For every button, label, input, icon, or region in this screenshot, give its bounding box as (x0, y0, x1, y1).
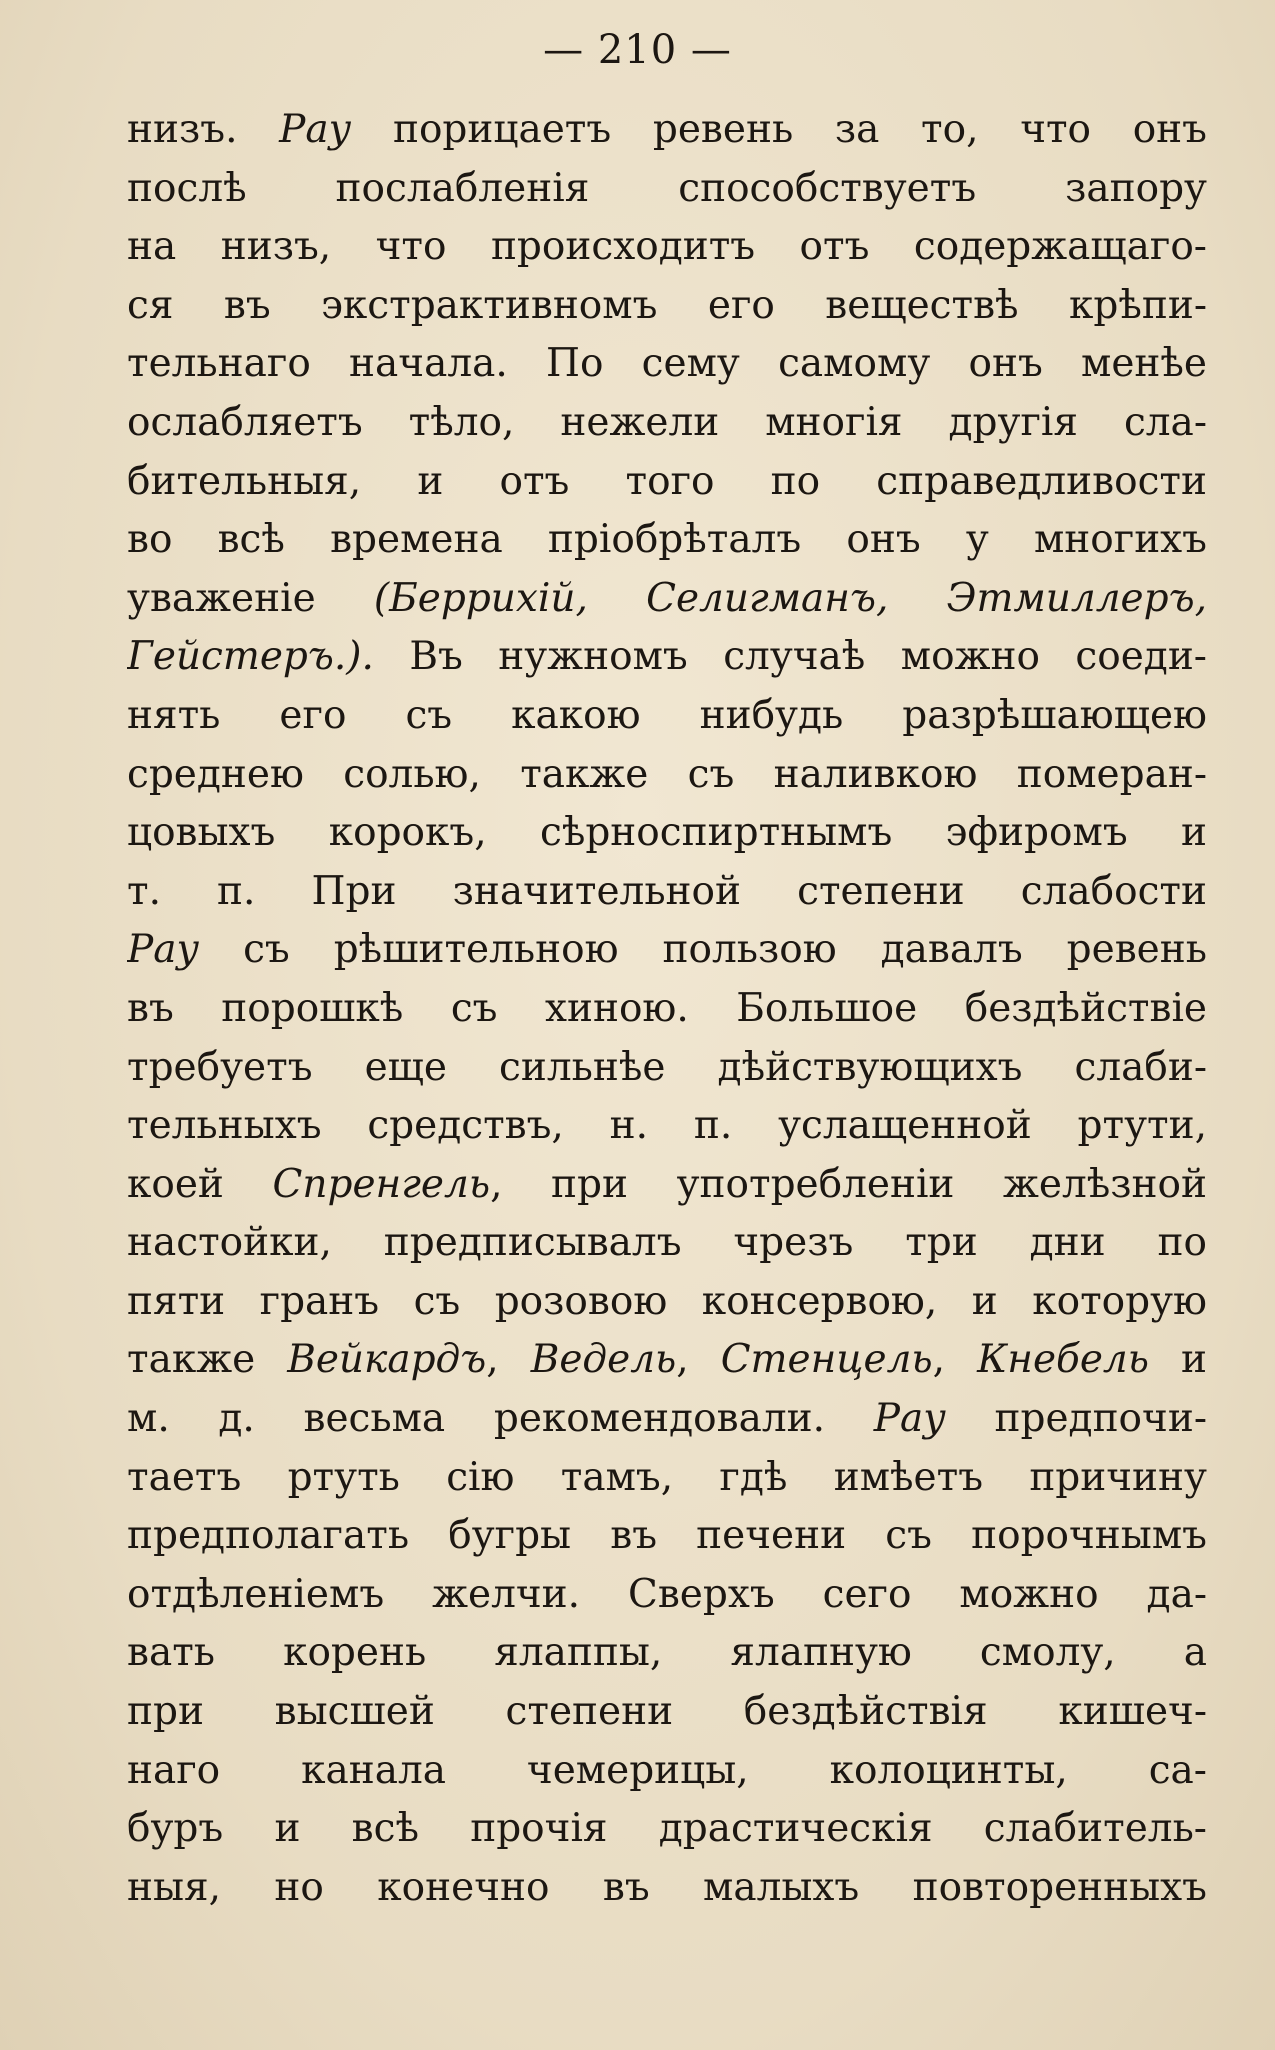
text-span: т. п. При значительной степени слабости (127, 868, 1207, 914)
page-number: — 210 — (543, 27, 732, 73)
text-line (127, 1449, 1207, 1508)
text-span: послѣ послабленія способствуетъ запору (127, 165, 1207, 211)
text-span: тельныхъ средствъ, н. п. услащенной ртути, (127, 1103, 1207, 1149)
text-span: предполагать бугры въ печени съ порочнымъ (127, 1513, 1207, 1559)
text-span: уваженіе (127, 575, 374, 621)
text-line (127, 1156, 1207, 1215)
text-span: среднею солью, также съ наливкою померан- (127, 751, 1207, 797)
italic-name-span: Рау (279, 107, 352, 152)
text-span: буръ и всѣ прочія драстическія слабитель- (127, 1806, 1207, 1852)
text-line (127, 1214, 1207, 1273)
italic-name-span: Рау (127, 927, 200, 973)
text-span: м. д. весьма рекомендовали. (127, 1396, 874, 1442)
text-line (127, 746, 1207, 805)
text-line (127, 394, 1207, 453)
text-span: при высшей степени бездѣйствія кишеч- (127, 1689, 1207, 1735)
text-line (127, 1097, 1207, 1156)
text-line (127, 570, 1207, 629)
text-line (127, 1683, 1207, 1742)
text-span: наго канала чемерицы, колоцинты, са- (127, 1747, 1207, 1793)
text-span: ся въ экстрактивномъ его веществѣ крѣпи- (127, 282, 1207, 328)
text-span: , (932, 1337, 978, 1383)
text-span: пяти гранъ съ розовою консервою, и которую (127, 1278, 1207, 1324)
text-line (127, 453, 1207, 512)
text-line (127, 1859, 1207, 1918)
text-span: коей (127, 1161, 273, 1207)
italic-name-span: (Беррихій, Селигманъ, Этмиллеръ, (373, 575, 1207, 621)
italic-name-span: Вейкардъ (287, 1337, 487, 1383)
text-line (127, 687, 1207, 746)
text-span: вать корень ялаппы, ялапную смолу, а (127, 1630, 1207, 1676)
text-span: Въ нужномъ случаѣ можно соеди- (373, 634, 1207, 680)
text-line (127, 1507, 1207, 1566)
text-span: и (1149, 1337, 1207, 1383)
text-line (127, 101, 1207, 160)
text-span: на низъ, что происходитъ отъ содержащаго- (127, 224, 1207, 270)
text-span: цовыхъ корокъ, сѣрноспиртнымъ эфиромъ и (127, 810, 1207, 856)
text-line (127, 1624, 1207, 1683)
text-line (127, 804, 1207, 863)
text-span: предпочи- (945, 1396, 1207, 1442)
text-span: таетъ ртуть сію тамъ, гдѣ имѣетъ причину (127, 1454, 1207, 1500)
text-span: тельнаго начала. По сему самому онъ менѣе (127, 341, 1207, 387)
text-span: порицаетъ ревень за то, что онъ (351, 107, 1207, 152)
text-line (127, 628, 1207, 687)
text-line (127, 921, 1207, 980)
text-line (127, 1390, 1207, 1449)
italic-name-span: Рау (873, 1396, 946, 1442)
text-line (127, 980, 1207, 1039)
text-span: ныя, но конечно въ малыхъ повторенныхъ (127, 1864, 1207, 1910)
text-span: во всѣ времена пріобрѣталъ онъ у многихъ (127, 517, 1207, 563)
italic-name-span: Ведель (530, 1337, 677, 1383)
text-span: ослабляетъ тѣло, нежели многія другія сла- (127, 399, 1207, 445)
text-line (127, 1273, 1207, 1332)
text-line (127, 160, 1207, 219)
italic-name-span: Гейстеръ.). (127, 634, 374, 680)
text-line (127, 511, 1207, 570)
text-span: , (676, 1337, 721, 1383)
text-span: въ порошкѣ съ хиною. Большое бездѣйствіе (127, 985, 1207, 1031)
italic-name-span: Спренгель (272, 1161, 491, 1207)
text-line (127, 1331, 1207, 1390)
text-line (127, 863, 1207, 922)
text-span: , (486, 1337, 531, 1383)
text-span: также (127, 1337, 288, 1383)
text-line (127, 277, 1207, 336)
text-span: нять его съ какою нибудь разрѣшающею (127, 692, 1207, 738)
text-line (127, 218, 1207, 277)
text-span: требуетъ еще сильнѣе дѣйствующихъ слаби- (127, 1044, 1207, 1090)
italic-name-span: Кнебель (977, 1337, 1149, 1383)
text-span: бительныя, и отъ того по справедливости (127, 458, 1207, 504)
text-span: , при употребленіи желѣзной (490, 1161, 1207, 1207)
text-line (127, 1800, 1207, 1859)
text-span: отдѣленіемъ желчи. Сверхъ сего можно да- (127, 1571, 1207, 1617)
text-line (127, 1566, 1207, 1625)
text-line (127, 1742, 1207, 1801)
body-text (127, 101, 1207, 1917)
italic-name-span: Стенцель (720, 1337, 933, 1383)
text-line (127, 335, 1207, 394)
text-line (127, 1039, 1207, 1098)
text-span: настойки, предписывалъ чрезъ три дни по (127, 1220, 1207, 1266)
text-span: съ рѣшительною пользою давалъ ревень (199, 927, 1207, 973)
text-span: низъ. (127, 107, 280, 152)
